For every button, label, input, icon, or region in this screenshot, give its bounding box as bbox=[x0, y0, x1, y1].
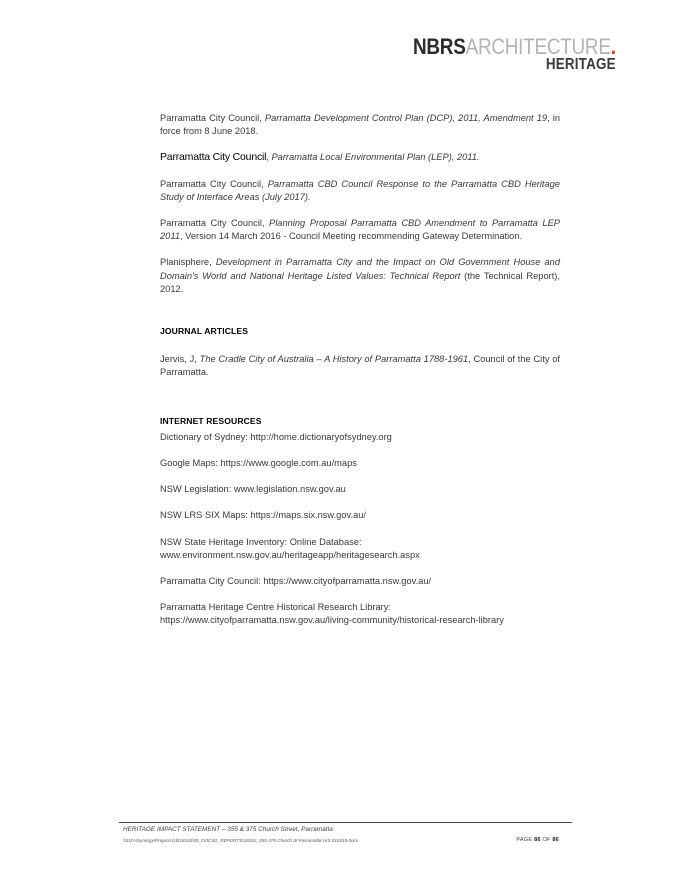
resource-line: Dictionary of Sydney: http://home.dictionaryofsydney.org bbox=[160, 431, 392, 442]
logo-dot: . bbox=[611, 34, 616, 59]
resource-line: NSW LRS SIX Maps: https://maps.six.nsw.gov.au/ bbox=[160, 510, 366, 521]
page-of: OF bbox=[540, 837, 553, 843]
reference-author: Planisphere, bbox=[160, 257, 216, 268]
footer-document-title: HERITAGE IMPACT STATEMENT – 355 & 375 Church Street, Parramatta bbox=[123, 826, 333, 833]
resource-url: www.environment.nsw.gov.au/heritageapp/heritagesearch.aspx bbox=[160, 549, 420, 560]
page-total: 86 bbox=[552, 837, 559, 843]
reference-author: Jervis, J, bbox=[160, 354, 200, 365]
reference-planisphere bbox=[160, 256, 560, 296]
logo-nbrs: NBRS bbox=[413, 34, 466, 59]
reference-detail: , Version 14 March 2016 - Council Meeting recommending Gateway Determination. bbox=[180, 231, 523, 242]
journal-articles-heading: JOURNAL ARTICLES bbox=[160, 326, 249, 337]
internet-resource-dictionary-of-sydney bbox=[160, 431, 560, 444]
logo-architecture: ARCHITECTURE bbox=[465, 34, 612, 59]
internet-resource-nsw-legislation bbox=[160, 483, 560, 496]
journal-reference bbox=[160, 353, 560, 379]
resource-line: Parramatta Heritage Centre Historical Research Library: bbox=[160, 602, 391, 613]
resource-line: Google Maps: https://www.google.com.au/maps bbox=[160, 458, 357, 469]
page-label: PAGE bbox=[516, 837, 535, 843]
resource-url: https://www.cityofparramatta.nsw.gov.au/living-community/historical-research-library bbox=[160, 615, 504, 626]
logo-heritage: HERITAGE bbox=[546, 56, 616, 73]
reference-title: The Cradle City of Australia – A History of Parramatta 1788-1961 bbox=[199, 354, 469, 365]
logo-wordmark bbox=[413, 36, 616, 58]
reference-author: Parramatta City Council, bbox=[160, 218, 270, 229]
reference-author: Parramatta City Council, bbox=[160, 113, 265, 123]
page-content bbox=[160, 112, 560, 641]
reference-title: Planning Proposal Parramatta CBD Amendment to Parramatta LEP 2011 bbox=[160, 218, 560, 242]
reference-separator: , bbox=[266, 152, 272, 163]
page-current: 86 bbox=[534, 837, 541, 843]
reference-author: Parramatta City Council bbox=[160, 151, 267, 164]
reference-dcp bbox=[160, 112, 560, 138]
internet-resource-google-maps bbox=[160, 457, 560, 470]
reference-cbd-response bbox=[160, 178, 560, 204]
resource-line: NSW State Heritage Inventory: Online Database: bbox=[160, 536, 362, 547]
reference-title: Parramatta Local Environmental Plan (LEP), 2011. bbox=[271, 152, 480, 163]
reference-title: Parramatta CBD Council Response to the Parramatta CBD Heritage Study of Interface Areas (July 2017). bbox=[160, 178, 560, 202]
page-number bbox=[516, 837, 559, 843]
footer-divider bbox=[119, 822, 572, 823]
internet-resource-state-heritage-inventory bbox=[160, 536, 560, 562]
internet-resources-heading: INTERNET RESOURCES bbox=[160, 415, 262, 426]
reference-detail: , Council of the City of Parramatta. bbox=[160, 354, 560, 378]
reference-lep bbox=[160, 151, 560, 164]
footer-file-path: \\SIZA\Synergy\Projects\18\18163\05_DOC\02_REPORTS\18163_355-375 Church St Parramatta HIS 010419.docx bbox=[123, 838, 359, 843]
reference-title: Development in Parramatta City and the Impact on Old Government House and Domain's World and National Heritage Listed Values: Technical Report bbox=[160, 257, 561, 281]
company-logo bbox=[380, 36, 616, 73]
resource-line: NSW Legislation: www.legislation.nsw.gov.au bbox=[160, 484, 346, 495]
reference-title: Parramatta Development Control Plan (DCP), 2011, Amendment 19 bbox=[264, 113, 548, 123]
reference-planning-proposal bbox=[160, 217, 560, 243]
reference-author: Parramatta City Council, bbox=[160, 178, 268, 189]
internet-resource-six-maps bbox=[160, 509, 560, 522]
resource-line: Parramatta City Council: https://www.cityofparramatta.nsw.gov.au/ bbox=[160, 576, 432, 587]
internet-resource-heritage-centre bbox=[160, 601, 560, 627]
reference-detail: (the Technical Report), 2012. bbox=[160, 270, 560, 294]
reference-detail: , in force from 8 June 2018. bbox=[160, 113, 560, 137]
internet-resource-parramatta-council bbox=[160, 575, 560, 588]
